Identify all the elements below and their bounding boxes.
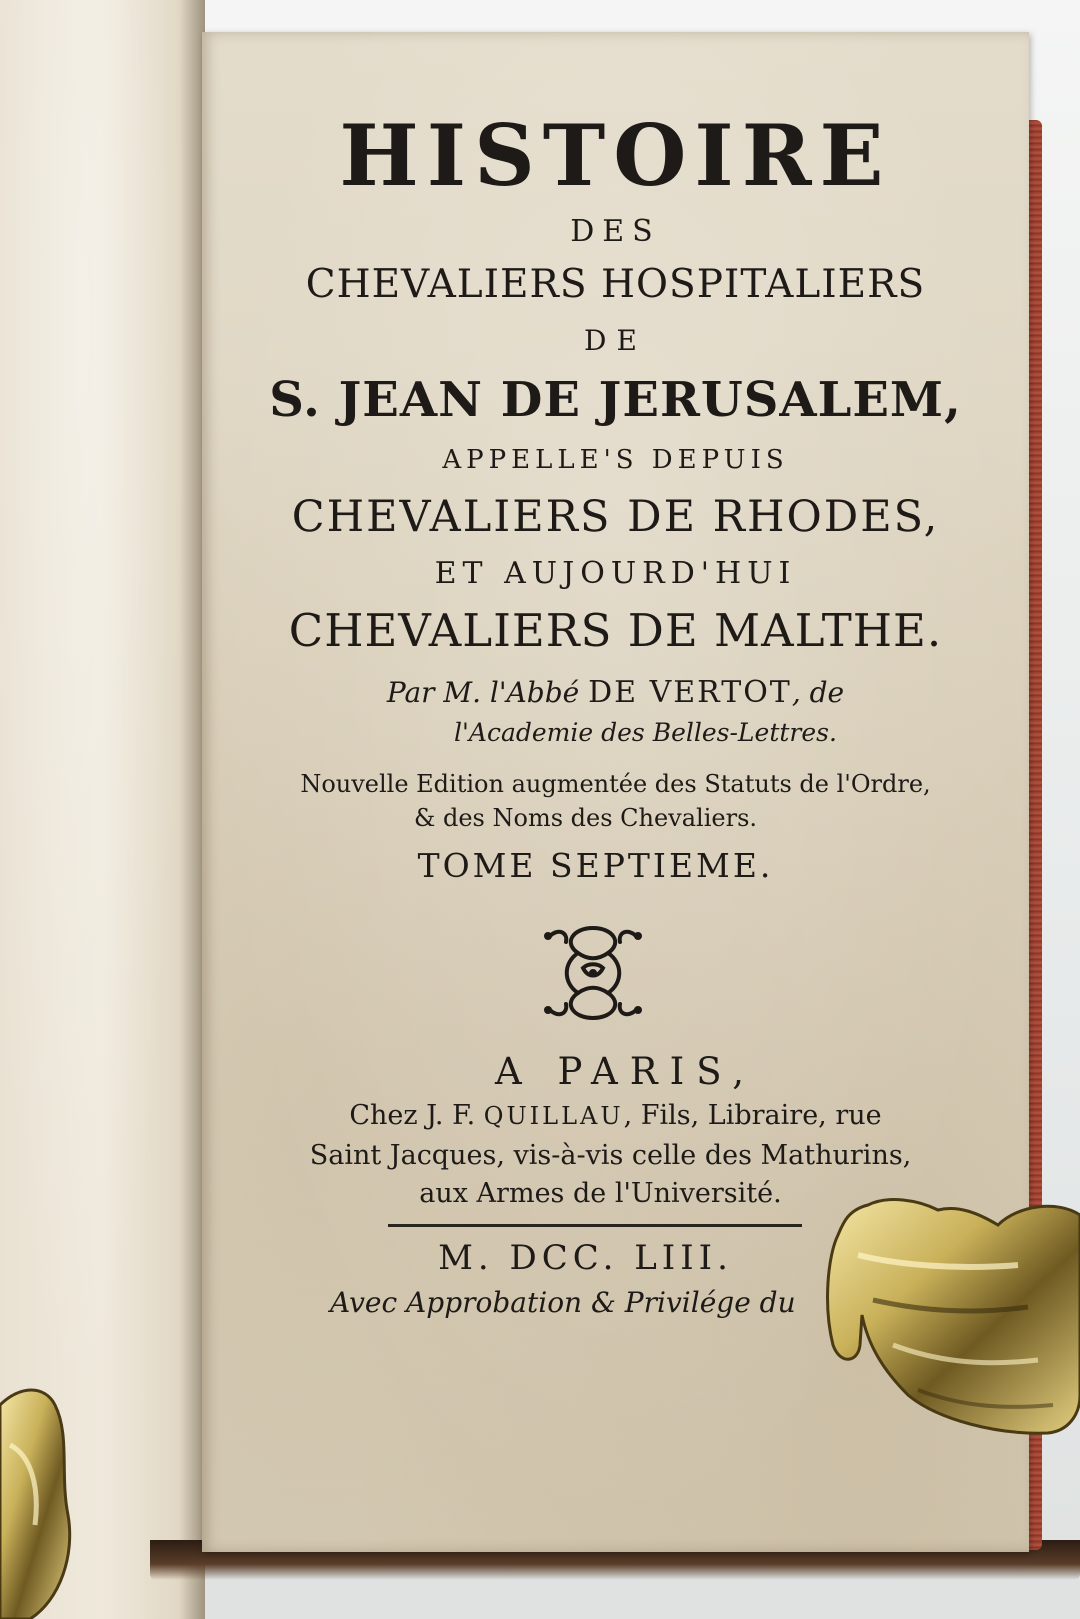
left-endpaper bbox=[0, 0, 205, 1619]
address-line: Saint Jacques, vis-à-vis celle des Mathurins, bbox=[309, 1140, 912, 1171]
title-rhodes: CHEVALIERS DE RHODES, bbox=[291, 492, 940, 542]
approbation-line: Avec Approbation & Privilége du bbox=[330, 1286, 796, 1319]
author-name: DE VERTOT bbox=[588, 675, 792, 710]
author-prefix: Par M. l'Abbé bbox=[386, 676, 589, 709]
author-suffix: , de bbox=[791, 676, 845, 709]
printer-name: QUILLAU bbox=[483, 1102, 624, 1130]
edition-line-2: & des Noms des Chevaliers. bbox=[413, 804, 758, 832]
printer-suffix: , Fils, Libraire, rue bbox=[623, 1100, 882, 1131]
brass-hand-clip-icon bbox=[818, 1195, 1080, 1465]
title-appelles: APPELLE'S DEPUIS bbox=[442, 445, 789, 475]
volume-line: TOME SEPTIEME. bbox=[417, 846, 774, 885]
imprint-rule bbox=[388, 1224, 802, 1227]
title-malthe: CHEVALIERS DE MALTHE. bbox=[288, 604, 943, 657]
printer-prefix: Chez J. F. bbox=[349, 1100, 484, 1131]
title-de: DE bbox=[584, 324, 647, 357]
title-chevaliers-hospitaliers: CHEVALIERS HOSPITALIERS bbox=[305, 262, 926, 307]
printer-line bbox=[202, 1100, 1029, 1131]
place-line: A PARIS, bbox=[495, 1050, 756, 1093]
academie-line: l'Academie des Belles-Lettres. bbox=[454, 718, 837, 747]
edition-line-1: Nouvelle Edition augmentée des Statuts de l'Ordre, bbox=[300, 770, 931, 798]
author-line bbox=[202, 675, 1029, 710]
armes-line: aux Armes de l'Université. bbox=[419, 1178, 782, 1209]
fleuron-ornament-icon bbox=[538, 918, 648, 1028]
title-des: DES bbox=[570, 214, 661, 249]
date-line: M. DCC. LIII. bbox=[438, 1238, 733, 1278]
title-histoire: HISTOIRE bbox=[339, 106, 892, 205]
title-saint-jean: S. JEAN DE JERUSALEM, bbox=[269, 372, 962, 428]
brass-clip-icon bbox=[0, 1385, 75, 1619]
title-aujourdhui: ET AUJOURD'HUI bbox=[434, 556, 797, 591]
